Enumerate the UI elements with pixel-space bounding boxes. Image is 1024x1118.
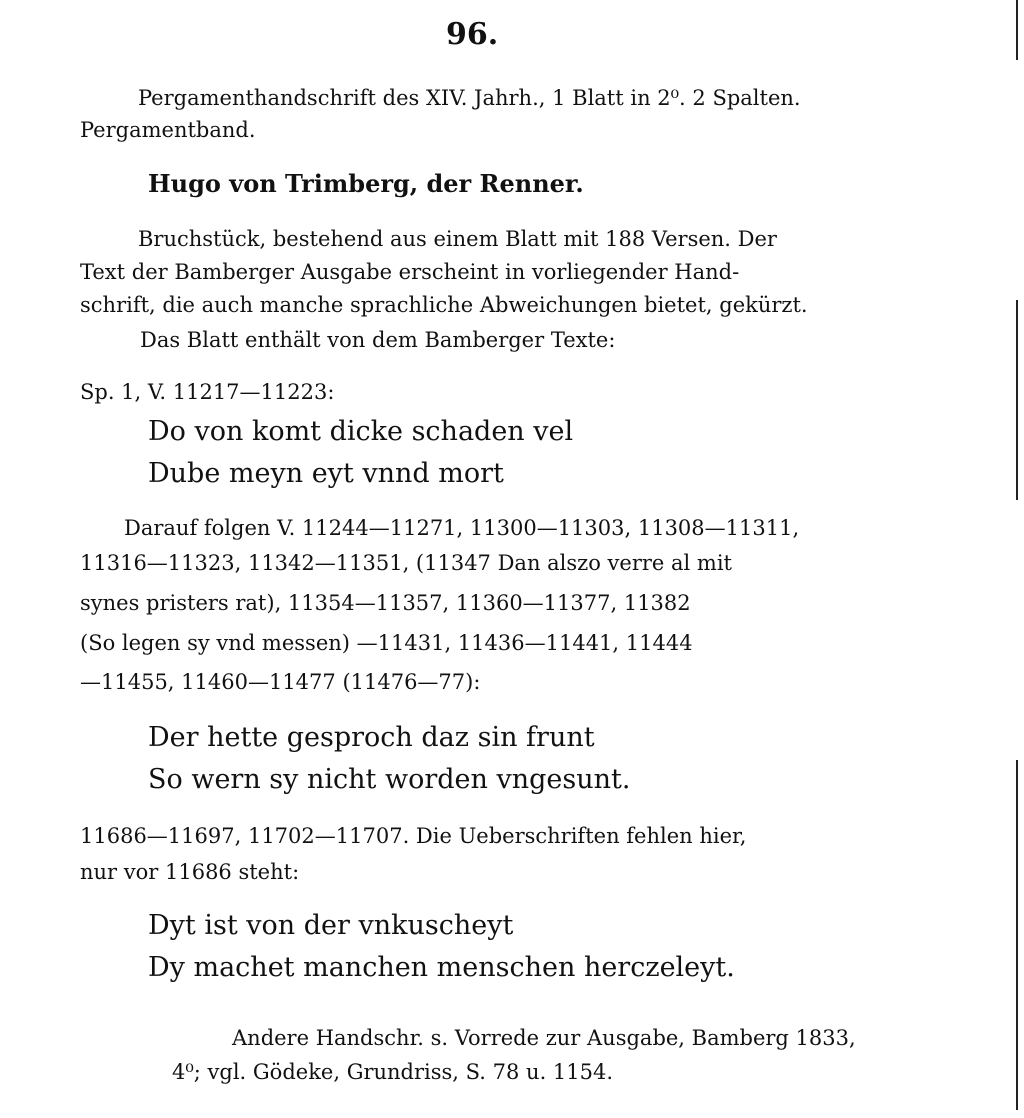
- verse-line: Dyt ist von der vnkuscheyt: [148, 910, 514, 941]
- intro-line: Bruchstück, bestehend aus einem Blatt mit 188 Versen. Der: [138, 227, 777, 251]
- right-edge-rule: [1016, 760, 1018, 1110]
- verse-list-line: 11316—11323, 11342—11351, (11347 Dan alszo verre al mit: [80, 551, 732, 575]
- verse-list-line: synes pristers rat), 11354—11357, 11360—11377, 11382: [80, 591, 691, 615]
- work-title: Hugo von Trimberg, der Renner.: [148, 169, 584, 198]
- footer-reference: 4⁰; vgl. Gödeke, Grundriss, S. 78 u. 1154.: [172, 1060, 614, 1084]
- manuscript-binding: Pergamentband.: [80, 118, 256, 142]
- verse-line: Dy machet manchen menschen herczeleyt.: [148, 952, 735, 983]
- manuscript-description: Pergamenthandschrift des XIV. Jahrh., 1 Blatt in 2⁰. 2 Spalten.: [138, 86, 801, 110]
- verse-line: So wern sy nicht worden vngesunt.: [148, 764, 631, 795]
- intro-line: Text der Bamberger Ausgabe erscheint in vorliegender Hand-: [80, 260, 740, 284]
- verse-line: Dube meyn eyt vnnd mort: [148, 458, 504, 489]
- verse-list-line: —11455, 11460—11477 (11476—77):: [80, 670, 481, 694]
- intro-line: Das Blatt enthält von dem Bamberger Texte:: [140, 328, 616, 352]
- footer-reference: Andere Handschr. s. Vorrede zur Ausgabe, Bamberg 1833,: [232, 1026, 856, 1050]
- right-edge-rule: [1016, 0, 1018, 60]
- verse-list-line: Darauf folgen V. 11244—11271, 11300—11303, 11308—11311,: [124, 516, 800, 540]
- verse-reference: Sp. 1, V. 11217—11223:: [80, 380, 335, 404]
- verse-list-line: (So legen sy vnd messen) —11431, 11436—11441, 11444: [80, 631, 693, 655]
- verse-line: Do von komt dicke schaden vel: [148, 416, 574, 447]
- page-number: 96.: [446, 17, 499, 52]
- right-edge-rule: [1016, 300, 1018, 500]
- verse-line: Der hette gesproch daz sin frunt: [148, 722, 595, 753]
- intro-line: schrift, die auch manche sprachliche Abweichungen bietet, gekürzt.: [80, 293, 808, 317]
- headings-note-line: 11686—11697, 11702—11707. Die Ueberschriften fehlen hier,: [80, 824, 747, 848]
- headings-note-line: nur vor 11686 steht:: [80, 860, 300, 884]
